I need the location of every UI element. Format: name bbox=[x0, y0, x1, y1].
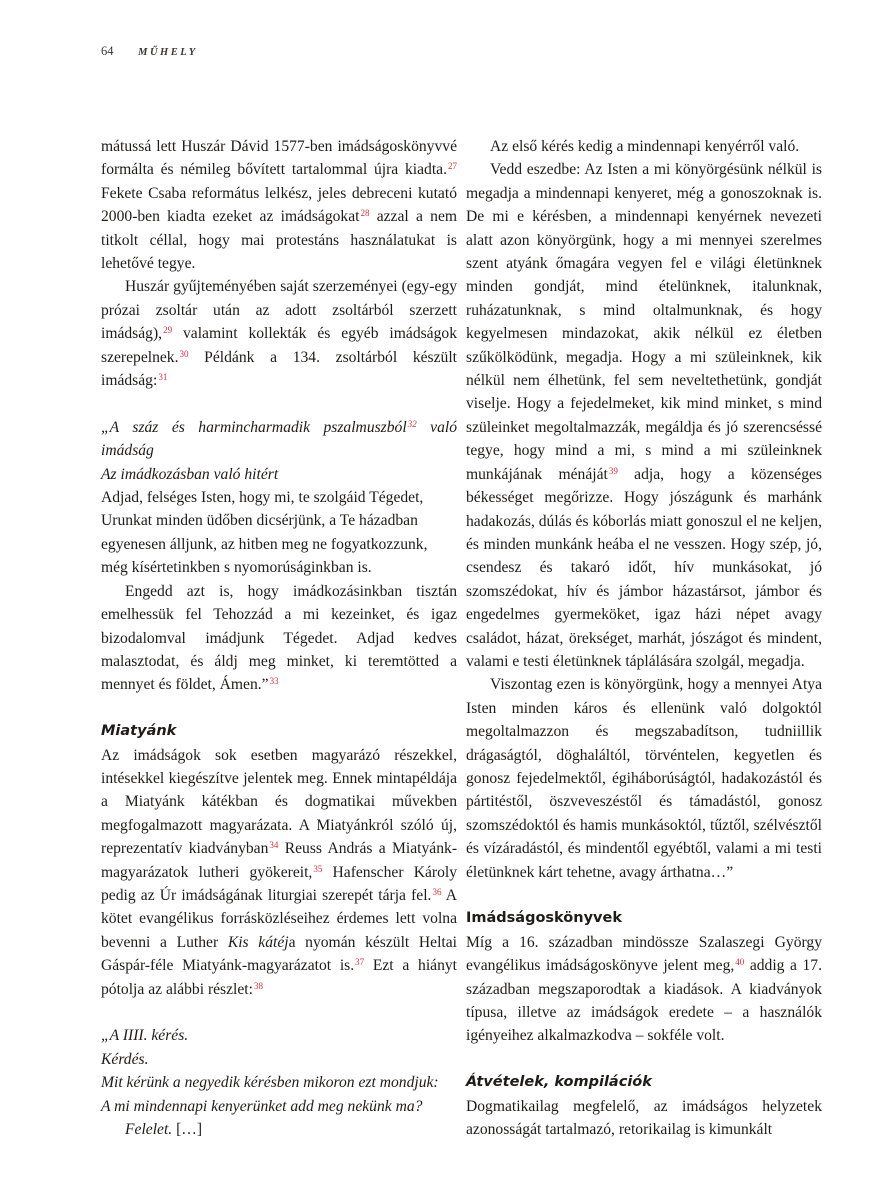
text: mátussá lett Huszár Dávid 1577-ben imádságoskönyvvé formálta és némileg bővített tartalommal újra kiadta. bbox=[101, 138, 457, 179]
quote-line bbox=[101, 1118, 457, 1141]
text: Reuss András a Miatyánk-magyarázatok lutheri gyökereit, bbox=[101, 840, 458, 881]
quote-body: Viszontag ezen is könyörgünk, hogy a mennyei Atya Isten minden káros és ellenünk való dolgoktól megoltalmazzon és megszabadítson, tudniillik drágaságtól, döghaláltól, törvéntelen, kegyetlen és gonosz fejedelmektől, égiháborúságtól, hadakozástól és pártitéstől, öszveveszéstől és támadástól, gonosz szomszédoktól és hamis munkásoktól, tűztől, szélvésztől és vízáradástól, és mindentől egyébtől, valami a mi testi életünknek kárt tehetne, avagy árthatna…” bbox=[466, 676, 822, 881]
paragraph bbox=[101, 744, 457, 1001]
left-column bbox=[101, 135, 457, 1141]
quote-body bbox=[466, 158, 822, 673]
running-header bbox=[101, 44, 198, 59]
section-heading: Miatyánk bbox=[101, 723, 177, 740]
quote-line: „A IIII. kérés. bbox=[101, 1027, 189, 1045]
quote-line: Mit kérünk a negyedik kérésben mikoron ezt mondjuk: bbox=[101, 1074, 439, 1092]
text: adja, hogy a közenséges békességet megőrizze. Hogy jószágunk és marhánk hadakozás, dúlás és kóborlás miatt gonoszul el ne keljen, és minden munkánk heába el ne vesszen. Hogy szép, jó, csendesz és takaró időt, hív munkásokat, jó szomszédokat, hív és jámbor házastársot, jámbor és engedelmes gyermeköket, igaz házi népet avagy családot, házat, örekséget, marhát, jószágot és mindent, valami e testi életünknek táplálására szolgál, megadja. bbox=[466, 465, 822, 670]
footnote-ref[interactable]: 39 bbox=[608, 465, 618, 476]
paragraph: Dogmatikailag megfelelő, az imádságos helyzetek azonosságát tartalmazó, retorikailag is kimunkált bbox=[466, 1097, 822, 1139]
text: „A száz és harmincharmadik pszalmuszból bbox=[101, 418, 407, 436]
text: Míg a 16. században mindössze Szalaszegi György evangélikus imádságoskönyve jelent meg, bbox=[466, 933, 822, 975]
text: Hafenscher Károly pedig az Úr imádságának liturgiai szerepét tárja fel. bbox=[101, 863, 457, 904]
quote-body bbox=[101, 580, 457, 697]
text: Huszár gyűjteményében saját szerzeményei (egy-egy prózai zsoltár után az adott zsoltárból szerzett imádság), bbox=[101, 278, 457, 343]
footnote-ref[interactable]: 38 bbox=[253, 980, 263, 991]
quote-line: Kérdés. bbox=[101, 1050, 149, 1068]
text: Az imádságok sok esetben magyarázó részekkel, intésekkel kiegészítve jelentek meg. Ennek mintapéldája a Miatyánk kátékban és dogmatikai művekben megfogalmazott magyarázata. A Miatyánkról szóló új, reprezentatív kiadványban bbox=[101, 746, 457, 858]
paragraph bbox=[466, 931, 822, 1048]
footnote-ref[interactable]: 31 bbox=[158, 372, 168, 383]
quote-subtitle: Az imádkozásban való hitért bbox=[101, 465, 279, 483]
footnote-ref[interactable]: 34 bbox=[269, 840, 279, 851]
footnote-ref[interactable]: 35 bbox=[313, 863, 323, 874]
text: a nyomán készült Heltai Gáspár-féle Miatyánk-magyarázatot is. bbox=[101, 933, 457, 975]
text: Ezt a hiányt pótolja az alábbi részlet: bbox=[101, 957, 458, 998]
text: A kötet evangélikus forrásközléseihez érdemes lett volna bevenni a Luther bbox=[101, 886, 457, 951]
page-number: 64 bbox=[101, 44, 114, 58]
text: addig a 17. században megszaporodtak a kiadások. A kiadványok típusa, illetve az imádságok eredete – a használók igényeihez alkalmazkodva – sokféle volt. bbox=[466, 957, 822, 1045]
text: való imádság bbox=[101, 418, 457, 460]
footnote-ref[interactable]: 36 bbox=[432, 886, 442, 897]
footnote-ref[interactable]: 27 bbox=[448, 161, 457, 172]
text: Fekete Csaba református lelkész, jeles debreceni kutató 2000-ben kiadta ezeket az imádságokat bbox=[101, 184, 457, 226]
footnote-ref[interactable]: 33 bbox=[269, 676, 279, 687]
quote-body: Az első kérés kedig a mindennapi kenyérről való. bbox=[490, 138, 800, 155]
book-title: Kis kátéj bbox=[227, 933, 289, 951]
footnote-ref[interactable]: 29 bbox=[163, 325, 173, 336]
text: Engedd azt is, hogy imádkozásinkban tisztán emelhessük fel Tehozzád a mi kezeinket, és igaz bizodalomval imádjunk Tégedet. Adjad kedves malasztodat, és áldj meg minket, ki teremtötted a mennyet és földet, Ámen.” bbox=[101, 582, 457, 694]
quote-body: Adjad, felséges Isten, hogy mi, te szolgáid Tégedet, Urunkat minden üdőben dicsérjünk, a Te házadban egyenesen álljunk, az hitben meg ne fogyatkozzunk, még kísértetinkben s nyomorúságinkban is. bbox=[101, 489, 428, 577]
text: […] bbox=[172, 1121, 203, 1139]
text: Példánk a 134. zsoltárból készült imádság: bbox=[101, 348, 457, 390]
quote-title bbox=[101, 416, 457, 463]
text: valamint kollekták és egyéb imádságok szerepelnek. bbox=[101, 325, 457, 366]
text: Felelet. bbox=[125, 1121, 173, 1139]
section-heading: Átvételek, kompilációk bbox=[466, 1074, 652, 1091]
footnote-ref[interactable]: 32 bbox=[407, 418, 417, 429]
quote-line: A mi mindennapi kenyerünket add meg nekünk ma? bbox=[101, 1097, 423, 1115]
section-heading: Imádságoskönyvek bbox=[466, 910, 622, 927]
right-column bbox=[466, 135, 822, 1141]
footnote-ref[interactable]: 28 bbox=[360, 208, 370, 219]
text: azzal a nem titkolt céllal, hogy mai protestáns használatukat is lehetővé tegye. bbox=[101, 208, 458, 273]
paragraph bbox=[101, 275, 457, 392]
footnote-ref[interactable]: 37 bbox=[355, 957, 365, 968]
footnote-ref[interactable]: 30 bbox=[179, 348, 189, 359]
text: Vedd eszedbe: Az Isten a mi könyörgésünk nélkül is megadja a mindennapi kenyeret, még a gonoszoknak is. De mi e kérésben, a mindennapi kenyérnek nevezeti alatt azon könyörgünk, hogy a mi mennyei szerelmes szent atyánk őmagára vegyen fel e világi életünknek minden gondját, mind ételünknek, italunknak, ruházatunknak, s mind oltalmunknak, és hogy kegyelmesen mindazokat, akik nélkül ez életben szűkölködünk, megadja. Hogy a mi szüleinknek, kik nélkül nem élhetünk, fel sem neveltethetünk, gondját viselje. Hogy a fejedelmeket, kik mind minket, s mind szüleinket megoltalmazzák, megáldja és jó szerencséssé tegye, hogy mind a mi, s mind a mi szüleinknek munkájának ménáját bbox=[466, 161, 822, 483]
paragraph bbox=[101, 135, 457, 275]
footnote-ref[interactable]: 40 bbox=[735, 957, 745, 968]
running-title: MŰHELY bbox=[138, 47, 198, 58]
